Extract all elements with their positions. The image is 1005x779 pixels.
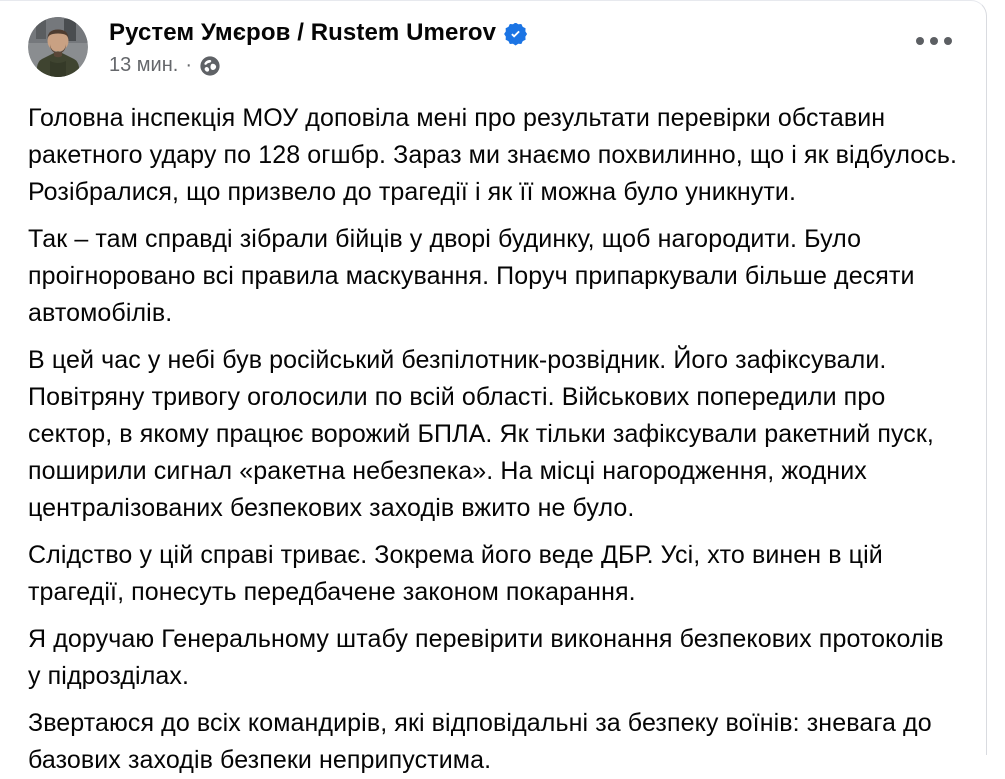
post-paragraph: Так – там справді зібрали бійців у дворі будинку, щоб нагородити. Було проігноровано всі правила маскування. Поруч припаркували більше десяти автомобілів. [28, 225, 915, 327]
dot-icon [944, 37, 952, 45]
verified-badge-icon [504, 23, 527, 46]
avatar-photo [28, 17, 88, 77]
post-paragraph: Головна інспекція МОУ доповіла мені про результати перевірки обставин ракетного удару по 128 огшбр. Зараз ми знаємо похвилинно, що і як відбулось. Розібралися, що призвело до трагедії і як її можна було уникнути. [28, 104, 958, 206]
globe-public-icon [199, 55, 221, 77]
author-name[interactable]: Рустем Умєров / Rustem Umerov [109, 19, 497, 46]
more-options-button[interactable] [912, 29, 956, 53]
post-body [0, 100, 987, 779]
post-paragraph: Слідство у цій справі триває. Зокрема його веде ДБР. Усі, хто винен в цій трагедії, понесуть передбачене законом покарання. [28, 541, 883, 606]
post-paragraph: В цей час у небі був російський безпілотник-розвідник. Його зафіксували. Повітряну тривогу оголосили по всій області. Військових попередили про сектор, в якому працює ворожий БПЛА. Як тільки зафіксували ракетний пуск, поширили сигнал «ракетна небезпека». На місці нагородження, жодних централізованих безпекових заходів вжито не було. [28, 346, 934, 522]
dot-icon [930, 37, 938, 45]
dot-icon [916, 37, 924, 45]
timestamp[interactable]: 13 мин. [109, 54, 179, 76]
post-header [0, 1, 986, 77]
header-info [109, 17, 527, 77]
avatar[interactable] [28, 17, 88, 77]
post-paragraph: Звертаюся до всіх командирів, які відповідальні за безпеку воїнів: зневага до базових заходів безпеки неприпустима. [28, 709, 932, 774]
author-name-row [109, 19, 527, 47]
post-paragraph: Я доручаю Генеральному штабу перевірити виконання безпекових протоколів у підрозділах. [28, 625, 944, 690]
meta-separator: · [185, 54, 192, 76]
post-meta [109, 54, 527, 77]
